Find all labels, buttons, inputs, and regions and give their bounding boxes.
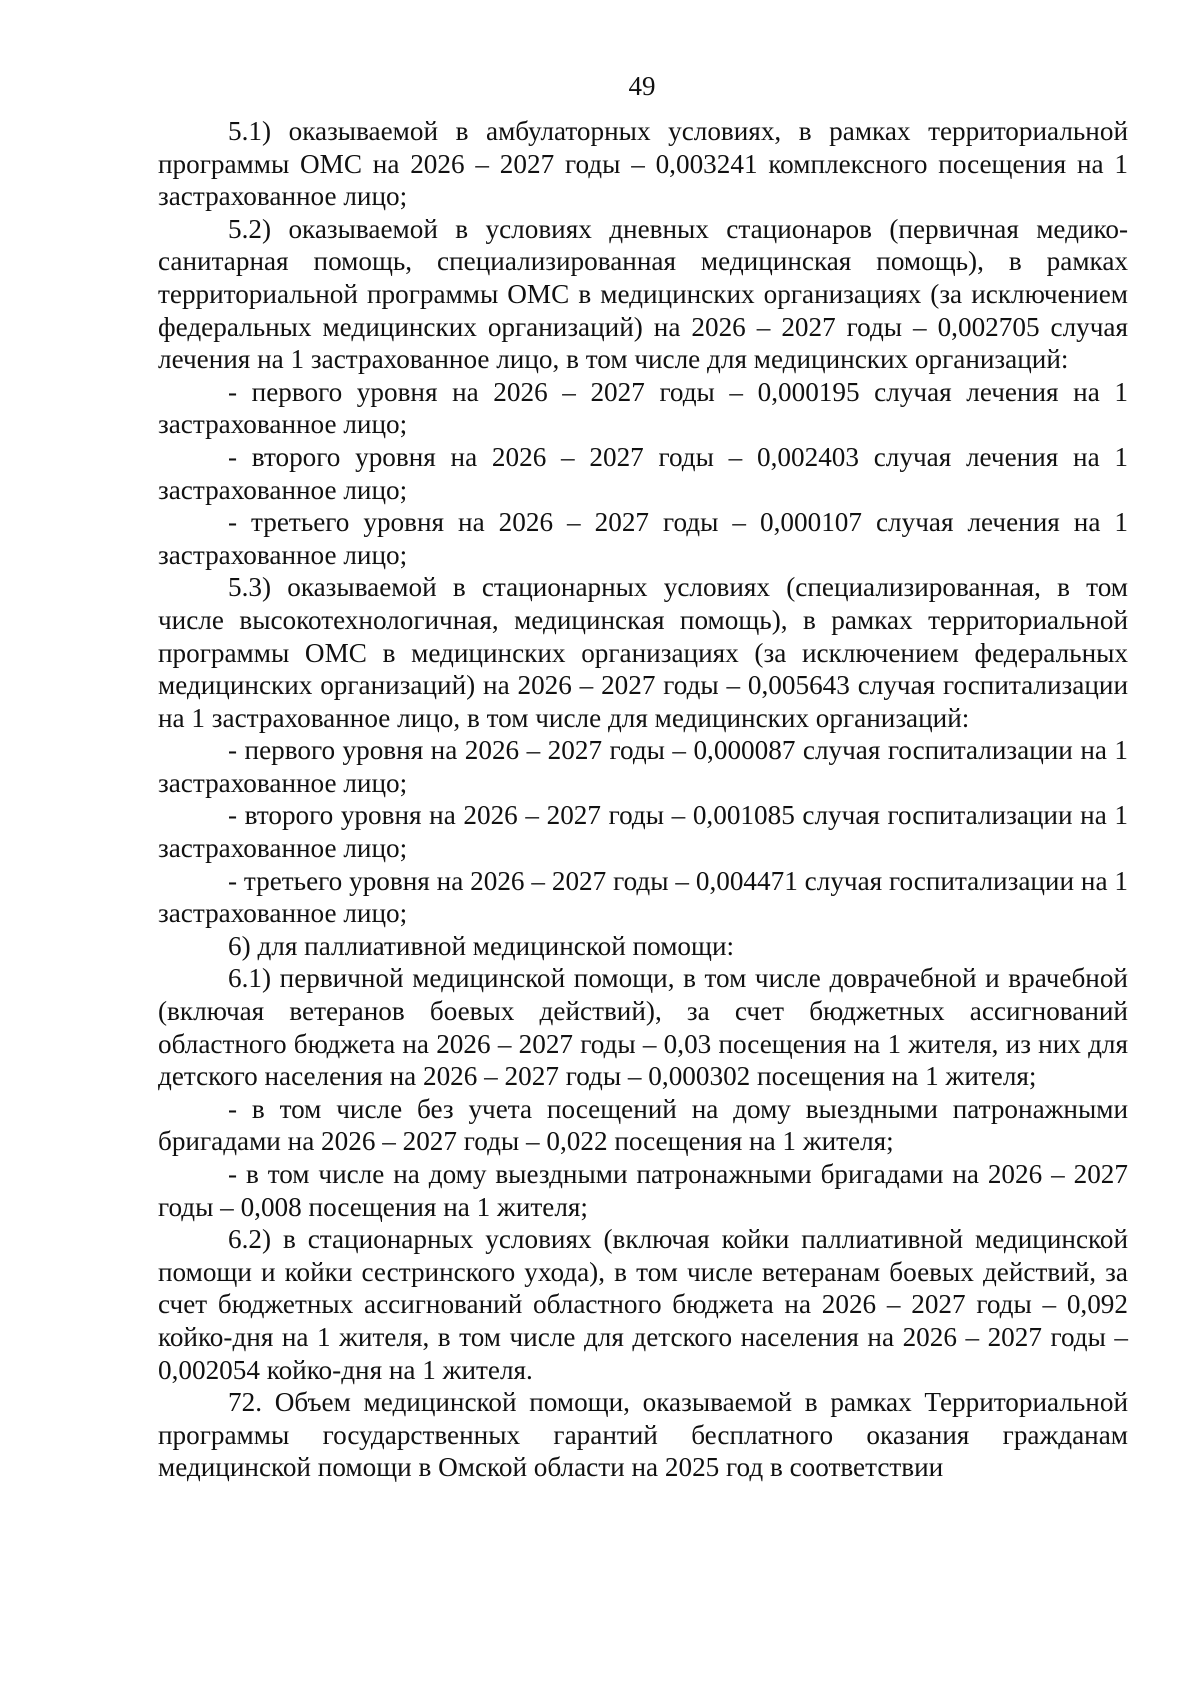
document-body [158, 115, 1128, 1484]
paragraph-6: 6) для паллиативной медицинской помощи: [228, 930, 735, 961]
paragraph-6-1: 6.1) первичной медицинской помощи, в том числе доврачебной и врачебной (включая ветеранов боевых действий), за счет бюджетных ассигнований областного бюджета на 2026 – 2027 годы – 0,03 посещения на 1 жителя, из них для детского населения на 2026 – 2027 годы – 0,000302 посещения на 1 жителя; [158, 963, 1128, 1092]
list-item-second-level-hospitalization: - второго уровня на 2026 – 2027 годы – 0,001085 случая госпитализации на 1 застрахованное лицо; [158, 800, 1128, 864]
list-item-first-level-day-hospital: - первого уровня на 2026 – 2027 годы – 0,000195 случая лечения на 1 застрахованное лицо; [158, 376, 1128, 440]
list-item-home-visits: - в том числе на дому выездными патронажными бригадами на 2026 – 2027 годы – 0,008 посещения на 1 жителя; [158, 1159, 1128, 1222]
list-item-third-level-day-hospital: - третьего уровня на 2026 – 2027 годы – 0,000107 случая лечения на 1 застрахованное лицо; [158, 507, 1128, 570]
list-item-second-level-day-hospital: - второго уровня на 2026 – 2027 годы – 0,002403 случая лечения на 1 застрахованное лицо; [158, 441, 1128, 505]
list-item-without-home-visits: - в том числе без учета посещений на дому выездными патронажными бригадами на 2026 – 2027 годы – 0,022 посещения на 1 жителя; [158, 1093, 1128, 1157]
list-item-first-level-hospitalization: - первого уровня на 2026 – 2027 годы – 0,000087 случая госпитализации на 1 застрахованное лицо; [158, 735, 1128, 798]
paragraph-72: 72. Объем медицинской помощи, оказываемой в рамках Территориальной программы государственных гарантий бесплатного оказания гражданам медицинской помощи в Омской области на 2025 год в соответствии [158, 1387, 1128, 1483]
paragraph-6-2: 6.2) в стационарных условиях (включая койки паллиативной медицинской помощи и койки сестринского ухода), в том числе ветеранам боевых действий, за счет бюджетных ассигнований областного бюджета на 2026 – 2027 годы – 0,092 койко-дня на 1 жителя, в том числе для детского населения на 2026 – 2027 годы – 0,002054 койко-дня на 1 жителя. [158, 1224, 1128, 1385]
paragraph-5-3: 5.3) оказываемой в стационарных условиях (специализированная, в том числе высокотехнологичная, медицинская помощь), в рамках территориальной программы ОМС в медицинских организациях (за исключением федеральных медицинских организаций) на 2026 – 2027 годы – 0,005643 случая госпитализации на 1 застрахованное лицо, в том числе для медицинских организаций: [158, 572, 1128, 733]
paragraph-5-2: 5.2) оказываемой в условиях дневных стационаров (первичная медико-санитарная помощь, специализированная медицинская помощь), в рамках территориальной программы ОМС в медицинских организациях (за исключением федеральных медицинских организаций) на 2026 – 2027 годы – 0,002705 случая лечения на 1 застрахованное лицо, в том числе для медицинских организаций: [158, 213, 1128, 375]
list-item-third-level-hospitalization: - третьего уровня на 2026 – 2027 годы – 0,004471 случая госпитализации на 1 застрахованное лицо; [158, 865, 1128, 929]
page-number: 49 [628, 71, 656, 101]
paragraph-5-1: 5.1) оказываемой в амбулаторных условиях, в рамках территориальной программы ОМС на 2026 – 2027 годы – 0,003241 комплексного посещения на 1 застрахованное лицо; [158, 116, 1128, 212]
